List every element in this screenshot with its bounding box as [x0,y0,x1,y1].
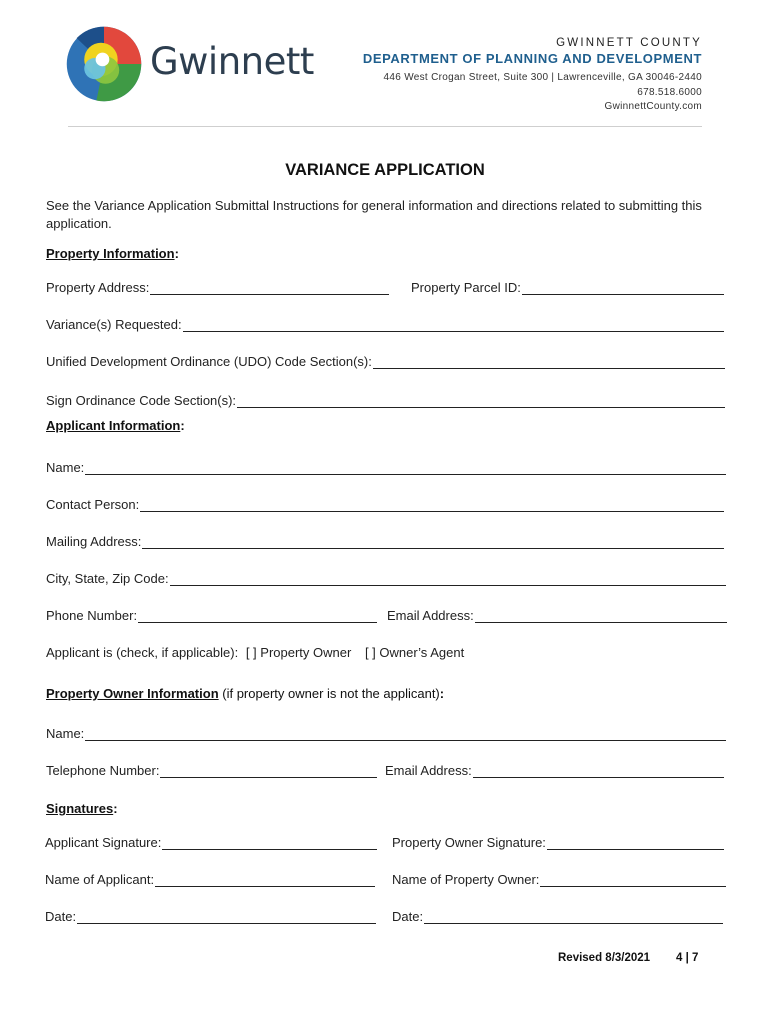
city-state-zip-label: City, State, Zip Code: [46,571,169,586]
mailing-address-line[interactable] [142,534,724,549]
property-address-label: Property Address: [46,280,150,295]
department-phone: 678.518.6000 [637,87,702,98]
owner-date-line[interactable] [424,909,723,924]
applicant-info-heading [46,418,185,433]
applicant-signature-line[interactable] [162,835,377,850]
property-parcel-field[interactable] [411,280,724,295]
owner-signature-label: Property Owner Signature: [392,835,546,850]
owner-email-label: Email Address: [385,763,472,778]
applicant-info-heading-text: Applicant Information [46,418,181,433]
applicant-email-label: Email Address: [387,608,474,623]
signatures-heading-text: Signatures [46,801,114,816]
owner-name-label: Name: [46,726,85,741]
city-state-zip-line[interactable] [170,571,726,586]
applicant-printed-name-line[interactable] [155,872,375,887]
sign-ordinance-field[interactable] [46,393,725,408]
owner-phone-label: Telephone Number: [46,763,160,778]
applicant-date-label: Date: [45,909,77,924]
owner-signature-line[interactable] [547,835,724,850]
owner-signature-field[interactable] [392,835,724,850]
owners-agent-checkbox[interactable]: [ ] Owner’s Agent [364,645,465,660]
applicant-name-field[interactable] [46,460,726,475]
owner-email-field[interactable] [385,763,724,778]
intro-text: See the Variance Application Submittal Instructions for general information and directions related to submitting this application. [46,198,702,231]
applicant-printed-name-field[interactable] [45,872,375,887]
applicant-date-line[interactable] [77,909,376,924]
variances-field[interactable] [46,317,724,332]
applicant-date-field[interactable] [45,909,376,924]
mailing-address-field[interactable] [46,534,724,549]
property-address-field[interactable] [46,280,389,295]
property-parcel-line[interactable] [522,280,724,295]
logo-white-center [96,53,110,67]
owner-info-note: (if property owner is not the applicant) [222,686,440,701]
udo-label: Unified Development Ordinance (UDO) Code Section(s): [46,354,372,369]
property-address-line[interactable] [150,280,389,295]
property-info-heading [46,246,179,261]
page-title: VARIANCE APPLICATION [285,161,485,179]
udo-field[interactable] [46,354,725,369]
property-owner-checkbox[interactable]: [ ] Property Owner [245,645,352,660]
owner-email-line[interactable] [473,763,724,778]
page-number: 4 | 7 [676,952,699,964]
property-info-heading-text: Property Information [46,246,175,261]
owner-phone-line[interactable] [160,763,377,778]
owner-printed-name-field[interactable] [392,872,726,887]
applicant-email-line[interactable] [475,608,727,623]
owner-printed-name-label: Name of Property Owner: [392,872,540,887]
contact-person-label: Contact Person: [46,497,140,512]
gwinnett-logo [66,26,142,102]
variances-label: Variance(s) Requested: [46,317,182,332]
applicant-phone-line[interactable] [138,608,377,623]
owner-date-field[interactable] [392,909,723,924]
mailing-address-label: Mailing Address: [46,534,142,549]
department-name: DEPARTMENT OF PLANNING AND DEVELOPMENT [362,51,702,66]
header-divider [68,126,702,127]
county-name: GWINNETT COUNTY [556,37,702,49]
revision-date: Revised 8/3/2021 [558,952,651,964]
applicant-signature-field[interactable] [45,835,377,850]
contact-person-field[interactable] [46,497,724,512]
applicant-printed-name-label: Name of Applicant: [45,872,155,887]
applicant-name-label: Name: [46,460,85,475]
applicant-signature-label: Applicant Signature: [45,835,162,850]
applicant-phone-field[interactable] [46,608,377,623]
owner-info-heading-colon: : [439,686,445,701]
property-info-heading-colon: : [174,246,179,261]
sign-ordinance-line[interactable] [237,393,725,408]
owner-info-heading [46,686,444,701]
department-website[interactable]: GwinnettCounty.com [604,101,702,112]
owner-info-heading-text: Property Owner Information [46,686,219,701]
property-parcel-label: Property Parcel ID: [411,280,521,295]
applicant-role-checkline [46,645,468,660]
signatures-heading-colon: : [113,801,118,816]
owner-name-field[interactable] [46,726,726,741]
brand-name: Gwinnett [150,40,314,83]
applicant-info-heading-colon: : [180,418,185,433]
variances-line[interactable] [183,317,724,332]
owner-name-line[interactable] [85,726,726,741]
udo-line[interactable] [373,354,725,369]
signatures-heading [46,801,118,816]
owner-phone-field[interactable] [46,763,377,778]
city-state-zip-field[interactable] [46,571,726,586]
applicant-phone-label: Phone Number: [46,608,138,623]
owner-printed-name-line[interactable] [540,872,726,887]
owner-date-label: Date: [392,909,424,924]
sign-ordinance-label: Sign Ordinance Code Section(s): [46,393,237,408]
applicant-email-field[interactable] [387,608,727,623]
applicant-role-prefix: Applicant is (check, if applicable): [46,645,239,660]
department-address: 446 West Crogan Street, Suite 300 | Lawrenceville, GA 30046-2440 [383,72,702,83]
applicant-name-line[interactable] [85,460,726,475]
contact-person-line[interactable] [140,497,724,512]
